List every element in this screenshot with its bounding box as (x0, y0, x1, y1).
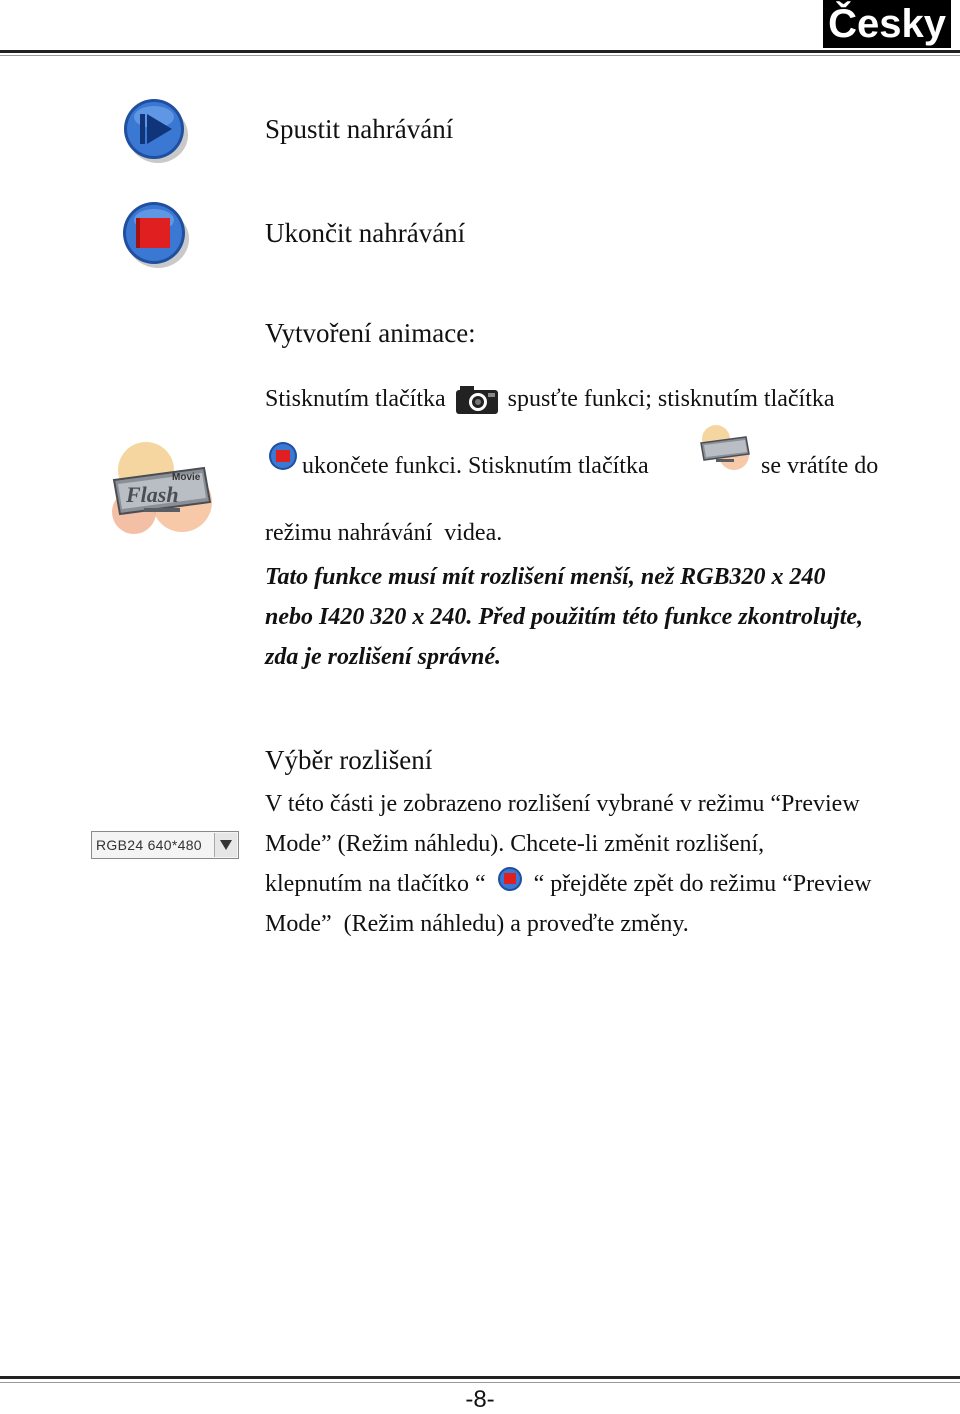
header-rule (0, 50, 960, 53)
stop-icon-small (266, 440, 300, 472)
footer-rule (0, 1376, 960, 1379)
resolution-line-3-start: klepnutím na tlačítko “ (265, 871, 486, 897)
resolution-title: Výběr rozlišení (265, 745, 433, 775)
play-icon (120, 95, 192, 165)
dropdown-arrow-icon[interactable] (214, 833, 237, 857)
animation-line-2-start: ukončete funkci. Stisknutím tlačítka (302, 453, 649, 479)
language-tab: Česky (823, 0, 951, 48)
stop-icon-inline (496, 865, 524, 893)
flash-icon-movie: Movie (172, 472, 201, 483)
animation-note-line-2: nebo I420 320 x 240. Před použitím této funkce zkontrolujte, (265, 604, 864, 630)
resolution-dropdown[interactable] (91, 831, 239, 859)
animation-line-1 (265, 379, 835, 419)
stop-recording-label: Ukončit nahrávání (265, 218, 466, 248)
resolution-line-4: Mode” (Režim náhledu) a proveďte změny. (265, 911, 689, 937)
stop-icon (118, 198, 192, 270)
animation-line-1-end: spusťte funkci; stisknutím tlačítka (507, 386, 835, 412)
camera-icon (454, 384, 500, 416)
start-recording-label: Spustit nahrávání (265, 114, 454, 144)
flash-movie-icon (104, 440, 228, 540)
animation-title: Vytvoření animace: (265, 318, 476, 348)
resolution-line-1: V této části je zobrazeno rozlišení vybrané v režimu “Preview (265, 791, 860, 817)
animation-note-line-3: zda je rozlišení správné. (265, 644, 502, 670)
animation-line-2-end: se vrátíte do (761, 453, 879, 479)
resolution-dropdown-value: RGB24 640*480 (96, 837, 202, 853)
animation-line-1-start: Stisknutím tlačítka (265, 386, 446, 412)
flash-movie-icon-small (696, 423, 756, 473)
animation-line-3: režimu nahrávání videa. (265, 520, 503, 546)
resolution-line-2: Mode” (Režim náhledu). Chcete-li změnit rozlišení, (265, 831, 765, 857)
footer-rule-thin (0, 1382, 960, 1383)
animation-note-line-1: Tato funkce musí mít rozlišení menší, než RGB320 x 240 (265, 564, 826, 590)
resolution-line-3 (265, 864, 871, 904)
header-rule-thin (0, 55, 960, 56)
flash-icon-word: Flash (126, 482, 179, 507)
page-number: -8- (465, 1386, 495, 1413)
resolution-line-3-end: “ přejděte zpět do režimu “Preview (533, 871, 872, 897)
